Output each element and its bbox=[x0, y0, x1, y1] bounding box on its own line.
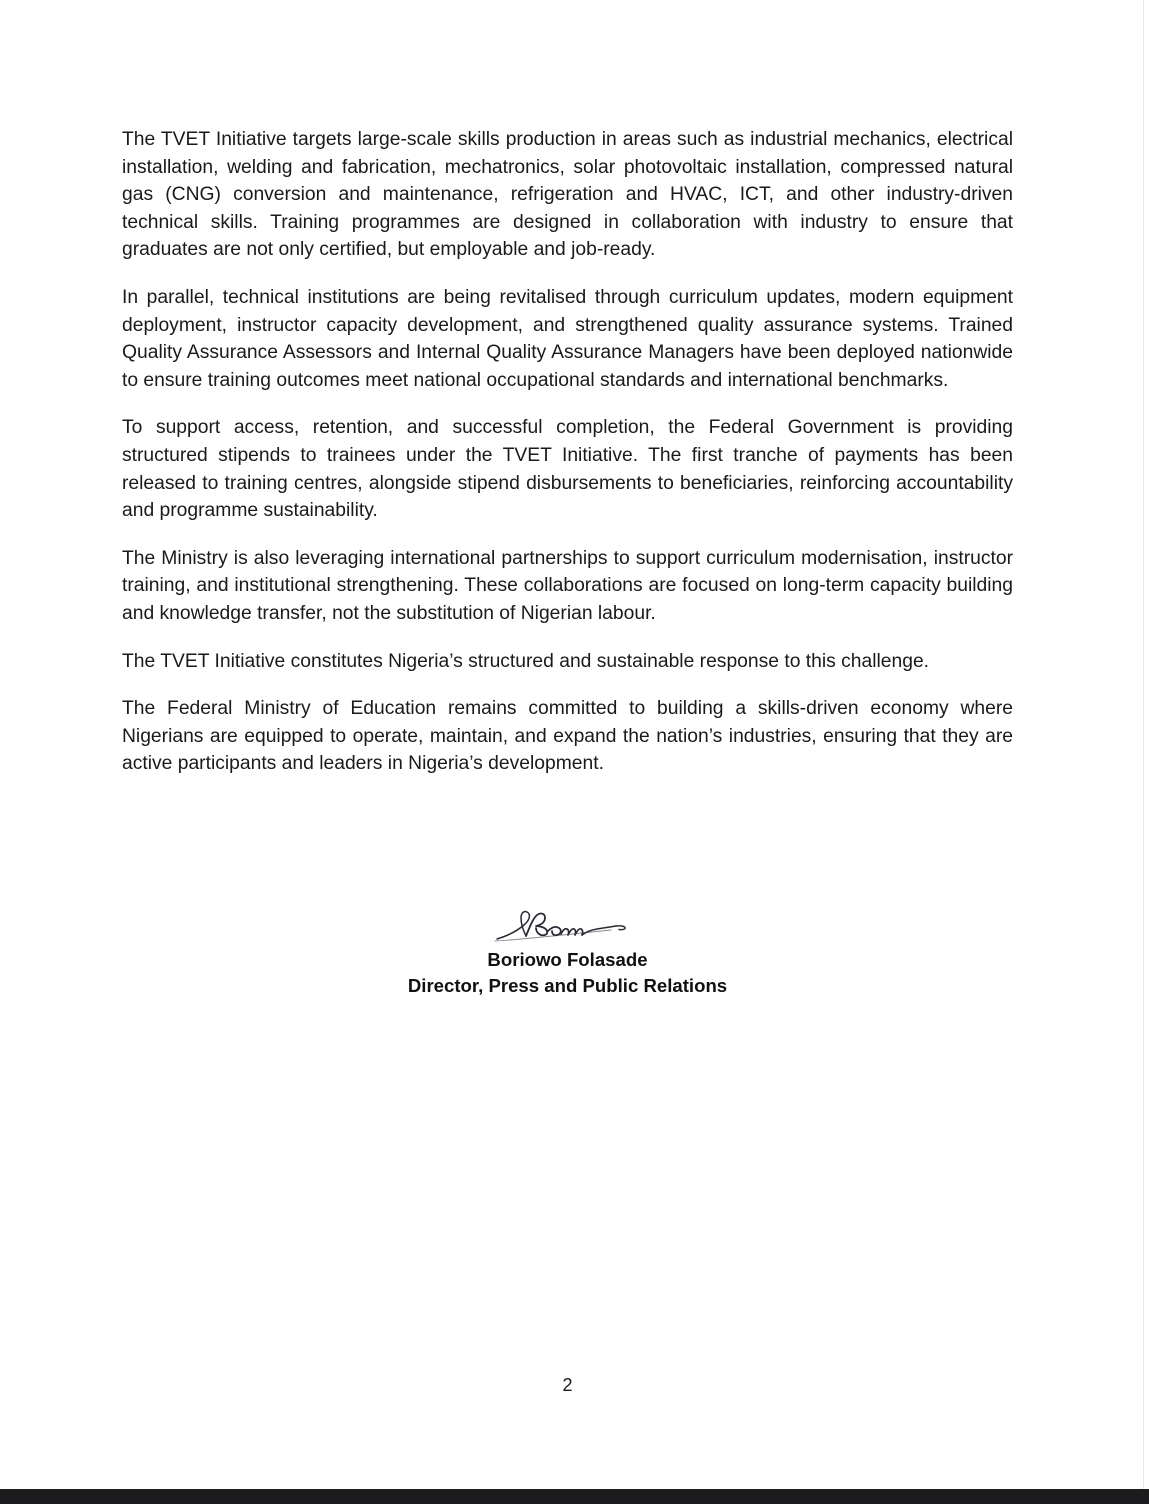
paragraph-ministry-commitment: The Federal Ministry of Education remains committed to building a skills-driven economy where Nigerians are equipped to operate, maintain, and expand the nation’s industries, ensuring that they are active participants and leaders in Nigeria’s development. bbox=[122, 698, 1013, 775]
paragraph-stipends-support: To support access, retention, and successful completion, the Federal Government is providing structured stipends to trainees under the TVET Initiative. The first tranche of payments has been released to training centres, alongside stipend disbursements to beneficiaries, reinforcing accountability and programme sustainability. bbox=[122, 417, 1013, 522]
signatory-name: Boriowo Folasade bbox=[487, 949, 648, 970]
viewer-bottom-bar bbox=[0, 1489, 1149, 1504]
paragraph-international-partnerships: The Ministry is also leveraging international partnerships to support curriculum modernisation, instructor training, and institutional strengthening. These collaborations are focused on long-term capacity building and knowledge transfer, not the substitution of Nigerian labour. bbox=[122, 547, 1013, 624]
document-text-body bbox=[122, 126, 1013, 798]
paragraph-institutions-revitalised: In parallel, technical institutions are being revitalised through curriculum updates, modern equipment deployment, instructor capacity development, and strengthened quality assurance systems. Trained Quality Assurance Assessors and Internal Quality Assurance Managers have been deployed nationwide to ensure training outcomes meet national occupational standards and international benchmarks. bbox=[122, 286, 1013, 391]
paragraph-structured-response: The TVET Initiative constitutes Nigeria’s structured and sustainable response to this challenge. bbox=[122, 650, 930, 672]
page-number: 2 bbox=[562, 1375, 573, 1395]
handwritten-signature-icon bbox=[122, 905, 1013, 947]
paragraph-tvet-targets: The TVET Initiative targets large-scale skills production in areas such as industrial mechanics, electrical installation, welding and fabrication, mechatronics, solar photovoltaic installation, compressed natural gas (CNG) conversion and maintenance, refrigeration and HVAC, ICT, and other industry-driven technical skills. Training programmes are designed in collaboration with industry to ensure that graduates are not only certified, but employable and job-ready. bbox=[122, 129, 1013, 261]
signatory-title: Director, Press and Public Relations bbox=[407, 975, 728, 996]
signature-block bbox=[122, 905, 1013, 999]
